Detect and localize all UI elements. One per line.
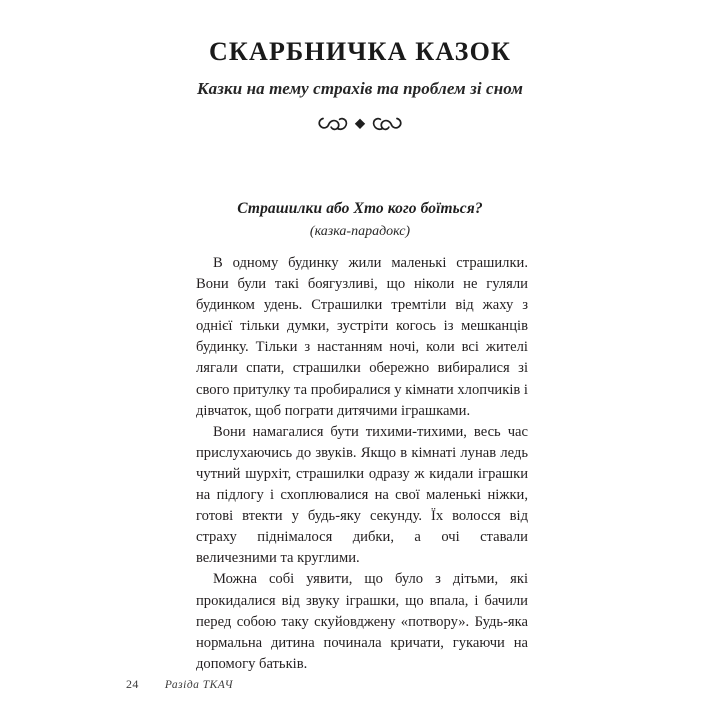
page-number: 24	[126, 677, 139, 691]
story-paragraph: Можна собі уявити, що було з дітьми, які прокидалися від звуку іграшки, що впала, і бачили перед собою таку скуйовджену «потвору». Будь-яка нормальна дитина починала кричати, гукаючи на допомогу батьків.	[196, 571, 528, 672]
section-header	[0, 38, 720, 137]
story-title: Страшилки або Хто кого боїться?	[237, 200, 483, 217]
flourish-ornament-icon	[0, 111, 720, 137]
story-header	[0, 200, 720, 240]
story-paragraph: Вони намагалися бути тихими-тихими, весь час прислухаючись до звуків. Якщо в кімнаті лунав ледь чутний шурхіт, страшилки одразу ж кидали іграшки на підлогу і схоплювалися на свої маленькі ніжки, готові втекти у будь-яку секунду. Їх волосся від страху піднімалося дибки, а очі ставали величезними та круглими.	[196, 423, 528, 567]
page-footer	[126, 677, 233, 692]
story-genre-label: (казка-парадокс)	[309, 224, 411, 239]
story-paragraph: В одному будинку жили маленькі страшилки. Вони були такі боягузливі, що ніколи не гуляли будинком удень. Страшилки тремтіли від жаху з однієї тільки думки, зустріти когось із мешканців будинку. Тільки з настанням ночі, коли всі жителі лягали спати, страшилки обережно вибиралися зі свого притулку та пробиралися у кімнати хлопчиків і дівчаток, щоб пограти дитячими іграшками.	[196, 255, 528, 419]
section-subtitle: Казки на тему страхів та проблем зі сном	[197, 78, 523, 98]
section-title: СКАРБНИЧКА КАЗОК	[208, 37, 512, 66]
story-body	[196, 253, 528, 675]
running-head-author: Разіда ТКАЧ	[164, 679, 234, 691]
